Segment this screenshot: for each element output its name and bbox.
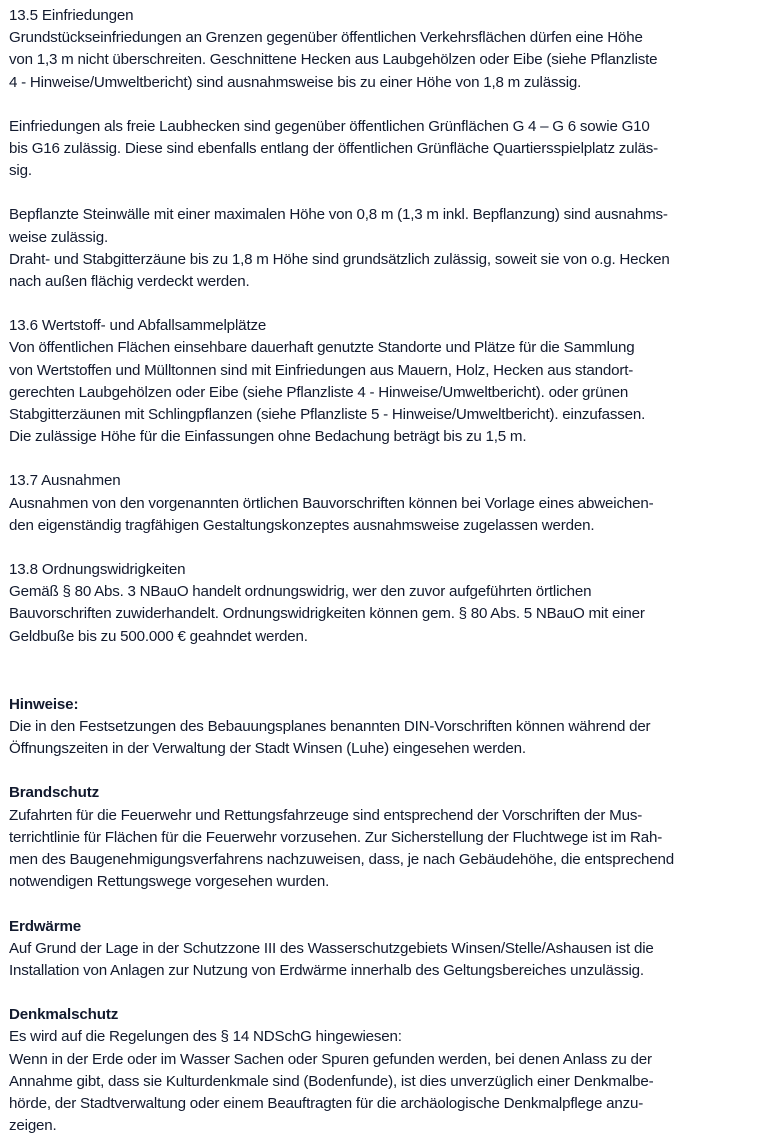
section-heading-hinweise: Hinweise:	[9, 695, 79, 713]
text-line: Von öffentlichen Flächen einsehbare dauerhaft genutzte Standorte und Plätze für die Sammlung	[9, 339, 635, 357]
section-gap	[9, 648, 757, 670]
text-line: bis G16 zulässig. Diese sind ebenfalls entlang der öffentlichen Grünfläche Quartiersspielplatz zuläs-	[9, 140, 659, 158]
document-text-body	[9, 5, 757, 1137]
section-13-6-wertstoff-abfallsammelplaetze	[9, 315, 757, 448]
text-line: Bepflanzte Steinwälle mit einer maximalen Höhe von 0,8 m (1,3 m inkl. Bepflanzung) sind ausnahms-	[9, 206, 668, 224]
text-line: Geldbuße bis zu 500.000 € geahndet werden.	[9, 627, 308, 645]
section-denkmalschutz	[9, 1004, 757, 1137]
text-line: men des Baugenehmigungsverfahrens nachzuweisen, dass, je nach Gebäudehöhe, die entsprechend	[9, 851, 674, 869]
section-heading-13-8: 13.8 Ordnungswidrigkeiten	[9, 561, 186, 579]
text-line: Bauvorschriften zuwiderhandelt. Ordnungswidrigkeiten können gem. § 80 Abs. 5 NBauO mit einer	[9, 605, 645, 623]
paragraph-denkmalschutz-1	[9, 1026, 757, 1048]
paragraph-13-6-1	[9, 337, 757, 448]
section-heading-denkmalschutz: Denkmalschutz	[9, 1006, 119, 1024]
text-line: Annahme gibt, dass sie Kulturdenkmale sind (Bodenfunde), ist dies unverzüglich einer Denkmalbe-	[9, 1072, 654, 1090]
text-line: Es wird auf die Regelungen des § 14 NDSchG hingewiesen:	[9, 1028, 402, 1046]
section-gap	[9, 537, 757, 559]
paragraph-denkmalschutz-2	[9, 1049, 757, 1137]
text-line: Installation von Anlagen zur Nutzung von Erdwärme innerhalb des Geltungsbereiches unzulässig.	[9, 961, 644, 979]
section-hinweise	[9, 694, 757, 761]
text-line: Ausnahmen von den vorgenannten örtlichen Bauvorschriften können bei Vorlage eines abweichen-	[9, 494, 654, 512]
text-line: sig.	[9, 162, 32, 180]
section-gap	[9, 448, 757, 470]
text-line: Wenn in der Erde oder im Wasser Sachen oder Spuren gefunden werden, bei denen Anlass zu der	[9, 1050, 652, 1068]
section-gap	[9, 293, 757, 315]
text-line: den eigenständig tragfähigen Gestaltungskonzeptes ausnahmsweise zugelassen werden.	[9, 516, 595, 534]
text-line: Einfriedungen als freie Laubhecken sind gegenüber öffentlichen Grünflächen G 4 – G 6 sowie G10	[9, 117, 650, 135]
text-line: Zufahrten für die Feuerwehr und Rettungsfahrzeuge sind entsprechend der Vorschriften der Mus-	[9, 806, 643, 824]
paragraph-brandschutz-1	[9, 805, 757, 894]
text-line: weise zulässig.	[9, 228, 108, 246]
text-line: von Wertstoffen und Mülltonnen sind mit Einfriedungen aus Mauern, Holz, Hecken aus standort-	[9, 361, 634, 379]
text-line: Auf Grund der Lage in der Schutzzone III des Wasserschutzgebiets Winsen/Stelle/Ashausen ist die	[9, 939, 654, 957]
text-line: 4 - Hinweise/Umweltbericht) sind ausnahmsweise bis zu einer Höhe von 1,8 m zulässig.	[9, 73, 582, 91]
paragraph-13-8-1	[9, 581, 757, 648]
section-gap	[9, 760, 757, 782]
text-line: von 1,3 m nicht überschreiten. Geschnittene Hecken aus Laubgehölzen oder Eibe (siehe Pflanzliste	[9, 51, 658, 69]
text-line: hörde, der Stadtverwaltung oder einem Beauftragten für die archäologische Denkmalpflege anzu-	[9, 1094, 644, 1112]
section-heading-13-5: 13.5 Einfriedungen	[9, 7, 134, 24]
text-line: notwendigen Rettungswege vorgesehen wurden.	[9, 873, 330, 891]
section-gap-large	[9, 670, 757, 694]
text-line: Die in den Festsetzungen des Bebauungsplanes benannten DIN-Vorschriften können während der	[9, 718, 651, 736]
section-heading-13-7: 13.7 Ausnahmen	[9, 472, 121, 490]
paragraph-13-5-1	[9, 27, 757, 94]
text-line: Stabgitterzäunen mit Schlingpflanzen (siehe Pflanzliste 5 - Hinweise/Umweltbericht). einzufassen.	[9, 406, 646, 424]
text-line: gerechten Laubgehölzen oder Eibe (siehe Pflanzliste 4 - Hinweise/Umweltbericht). oder grünen	[9, 383, 629, 401]
text-line: terrichtlinie für Flächen für die Feuerwehr vorzusehen. Zur Sicherstellung der Fluchtwege ist im Rah-	[9, 828, 663, 846]
section-gap	[9, 894, 757, 916]
section-brandschutz	[9, 782, 757, 893]
section-gap	[9, 982, 757, 1004]
section-heading-13-6: 13.6 Wertstoff- und Abfallsammelplätze	[9, 317, 267, 335]
section-13-8-ordnungswidrigkeiten	[9, 559, 757, 648]
text-line: Die zulässige Höhe für die Einfassungen ohne Bedachung beträgt bis zu 1,5 m.	[9, 428, 527, 446]
text-line: zeigen.	[9, 1117, 57, 1135]
paragraph-13-5-3	[9, 204, 757, 293]
text-line: Grundstückseinfriedungen an Grenzen gegenüber öffentlichen Verkehrsflächen dürfen eine Höhe	[9, 29, 643, 47]
paragraph-13-5-2	[9, 116, 757, 183]
paragraph-gap	[9, 182, 757, 204]
section-heading-erdwaerme: Erdwärme	[9, 917, 82, 935]
section-heading-brandschutz: Brandschutz	[9, 784, 100, 802]
paragraph-13-7-1	[9, 493, 757, 537]
section-13-5-einfriedungen	[9, 5, 757, 293]
text-line: Öffnungszeiten in der Verwaltung der Stadt Winsen (Luhe) eingesehen werden.	[9, 740, 526, 758]
text-line: Gemäß § 80 Abs. 3 NBauO handelt ordnungswidrig, wer den zuvor aufgeführten örtlichen	[9, 583, 592, 601]
section-13-7-ausnahmen	[9, 470, 757, 537]
paragraph-gap	[9, 94, 757, 116]
paragraph-erdwaerme-1	[9, 938, 757, 982]
text-line: nach außen flächig verdeckt werden.	[9, 273, 250, 291]
text-line: Draht- und Stabgitterzäune bis zu 1,8 m Höhe sind grundsätzlich zulässig, soweit sie von o.g. Hecken	[9, 250, 670, 268]
paragraph-hinweise-1	[9, 716, 757, 760]
section-erdwaerme	[9, 916, 757, 983]
